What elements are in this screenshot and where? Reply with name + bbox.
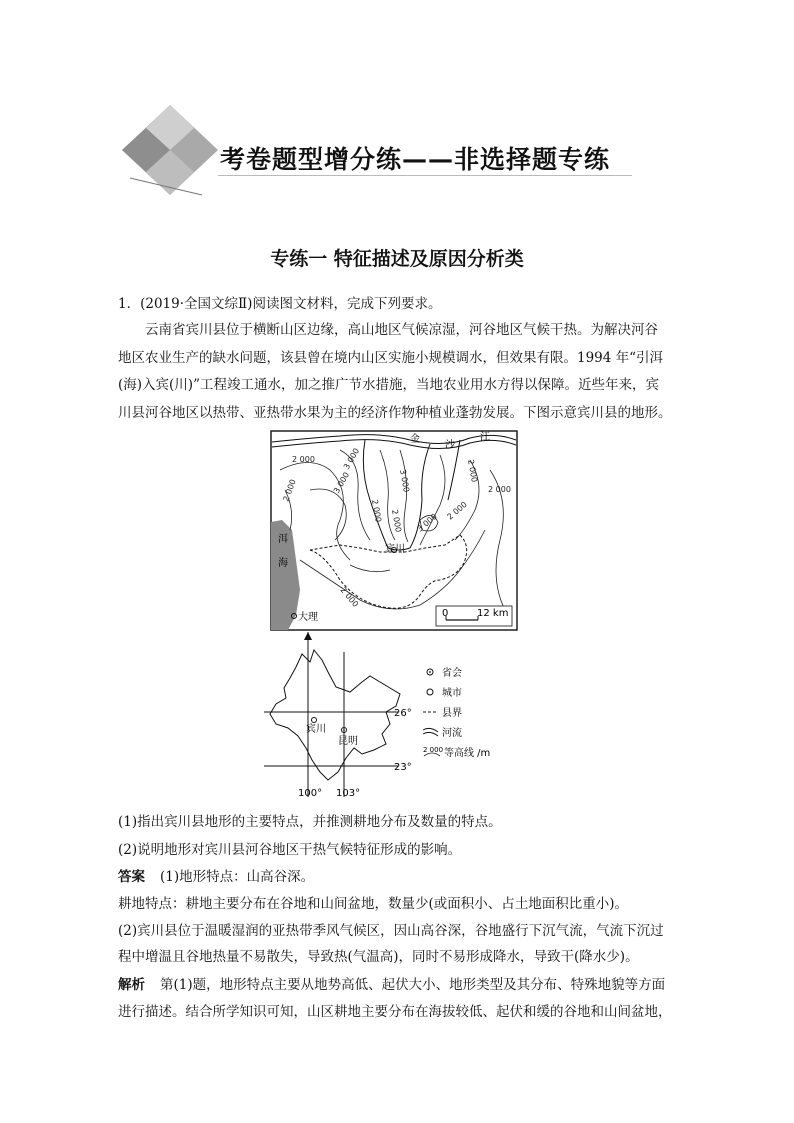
river-label: 沙 [445,440,455,451]
section-title: 专练一 特征描述及原因分析类 [270,248,524,270]
header-decoration [110,100,230,200]
contour-label: 2 000 [445,499,469,522]
lake-label: 洱 [278,534,288,545]
lon-100: 100° [298,788,323,799]
header-divider [218,175,632,176]
inset-map [258,632,538,802]
contour-label: 2 000 [338,585,361,609]
legend-capital: 省会 [442,668,462,679]
passage-line: 云南省宾川县位于横断山区边缘，高山地区气候凉湿，河谷地区气候干热。为解决河谷 [145,322,658,338]
city-label-dali: 大理 [298,612,318,623]
answer-label: 答案 [118,869,145,885]
sub-question-1: (1)指出宾川县地形的主要特点，并推测耕地分布及数量的特点。 [118,814,502,830]
answer-line: 耕地特点：耕地主要分布在谷地和山间盆地，数量少(或面积小、占土地面积比重小)。 [118,896,629,912]
contour-label: 2 000 [370,498,383,523]
contour-label: 3 000 [398,468,411,493]
contour-label: 3 000 [331,470,352,495]
inset-label-binchuan: 宾川 [306,724,326,735]
scale-zero: 0 [442,608,449,619]
contour-label: 2 000 [466,458,479,483]
contour-label: 2 000 [390,508,403,533]
contour-label: 2 000 [488,485,511,494]
analysis-label: 解析 [118,977,145,993]
river-label: 金 [410,434,420,445]
question-intro: 1．(2019·全国文综Ⅱ)阅读图文材料，完成下列要求。 [118,296,442,312]
passage-line: 川县河谷地区以热带、亚热带水果为主的经济作物种植业蓬勃发展。下图示意宾川县的地形。 [118,405,672,421]
river-label: 江 [480,432,490,443]
terrain-map [270,430,520,632]
answer-line: (2)宾川县位于温暖湿润的亚热带季风气候区，因山高谷深，谷地盛行下沉气流，气流下沉过 [118,923,664,939]
analysis-line: 第(1)题，地形特点主要从地势高低、起伏大小、地形类型及其分布、特殊地貌等方面 [160,977,666,993]
contour-label: 3 000 [415,511,439,534]
analysis-line: 进行描述。结合所学知识可知，山区耕地主要分布在海拔较低、起伏和缓的谷地和山间盆地， [118,1004,672,1020]
lake-label: 海 [278,558,288,569]
lon-103: 103° [336,788,361,799]
legend [423,666,490,759]
legend-county-border: 县界 [442,708,462,719]
city-label-binchuan: 宾川 [385,544,405,555]
header-title: 考卷题型增分练——非选择题专练 [220,145,611,174]
answer-line: 程中增温且谷地热量不易散失，导致热(气温高)，同时不易形成降水，导致干(降水少)。 [118,949,639,965]
answer-line: (1)地形特点：山高谷深。 [160,869,315,885]
legend-contour-sample: 2 000 [423,746,444,754]
legend-contour: 等高线 /m [444,748,491,759]
legend-river: 河流 [442,728,462,739]
lat-23: 23° [394,762,412,773]
lat-26: 26° [394,708,412,719]
contour-label: 2 000 [292,455,315,464]
legend-city: 城市 [442,688,462,699]
scale-label: 12 km [477,608,509,619]
contour-label: 2 000 [281,478,298,503]
passage-line: 地区农业生产的缺水问题，该县曾在境内山区实施小规模调水，但效果有限。1994 年“引洱 [118,350,664,366]
contour-label: 3 000 [341,446,362,471]
yunnan-outline [270,650,400,780]
passage-line: (海)入宾(川)”工程竣工通水，加之推广节水措施，当地农业用水方得以保障。近些年来，宾 [118,377,659,393]
sub-question-2: (2)说明地形对宾川县河谷地区干热气候特征形成的影响。 [118,842,462,858]
inset-label-kunming: 昆明 [338,736,358,747]
